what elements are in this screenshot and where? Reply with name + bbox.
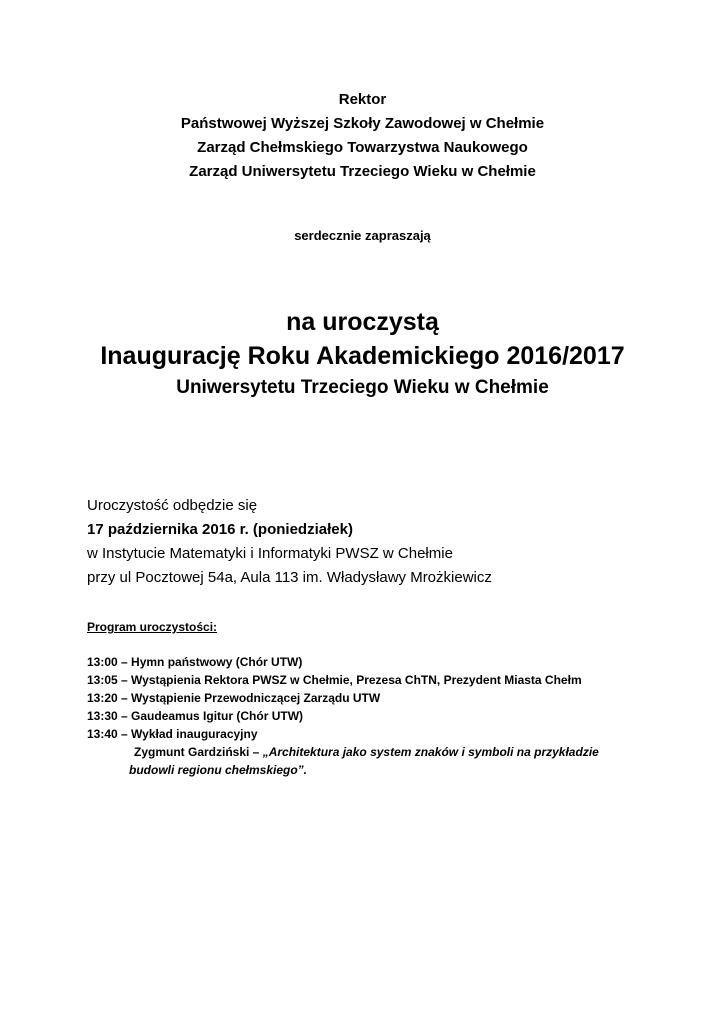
- header-line-utw-board: Zarząd Uniwersytetu Trzeciego Wieku w Chełmie: [189, 163, 536, 180]
- lecture-speaker: Zygmunt Gardziński –: [134, 745, 263, 759]
- program-heading: Program uroczystości:: [87, 620, 218, 634]
- title-line-inauguration: Inaugurację Roku Akademickiego 2016/2017: [100, 342, 625, 370]
- header-organizers: [0, 88, 725, 184]
- title-line-ceremony: na uroczystą: [286, 308, 439, 336]
- program-item: 13:40 – Wykład inauguracyjny: [87, 727, 258, 741]
- title-block: [0, 305, 725, 403]
- program-item: 13:00 – Hymn państwowy (Chór UTW): [87, 655, 303, 669]
- program-item: 13:05 – Wystąpienia Rektora PWSZ w Chełmie, Prezesa ChTN, Prezydent Miasta Chełm: [87, 673, 582, 687]
- header-line-university: Państwowej Wyższej Szkoły Zawodowej w Chełmie: [180, 115, 545, 132]
- lecture-title-part2: budowli regionu chełmskiego”.: [129, 763, 308, 777]
- info-venue: w Instytucie Matematyki i Informatyki PWSZ w Chełmie: [87, 545, 453, 562]
- lecture-line-2: [129, 761, 689, 779]
- header-line-rector: Rektor: [338, 91, 387, 108]
- title-line-utw: Uniwersytetu Trzeciego Wieku w Chełmie: [176, 377, 549, 398]
- info-address: przy ul Pocztowej 54a, Aula 113 im. Władysławy Mrożkiewicz: [87, 569, 492, 586]
- info-intro: Uroczystość odbędzie się: [87, 497, 258, 514]
- invite-text: serdecznie zapraszają: [294, 228, 431, 243]
- lecture-title-part1: „Architektura jako system znaków i symboli na przykładzie: [262, 745, 599, 759]
- lecture-line-1: [129, 743, 689, 761]
- program-item: 13:30 – Gaudeamus Igitur (Chór UTW): [87, 709, 304, 723]
- program-item: 13:20 – Wystąpienie Przewodniczącej Zarządu UTW: [87, 691, 381, 705]
- lecture-details: [129, 743, 689, 779]
- header-line-society: Zarząd Chełmskiego Towarzystwa Naukowego: [197, 139, 528, 156]
- info-date: 17 października 2016 r. (poniedziałek): [87, 521, 353, 538]
- program-list: [87, 653, 707, 743]
- event-info: [87, 494, 687, 590]
